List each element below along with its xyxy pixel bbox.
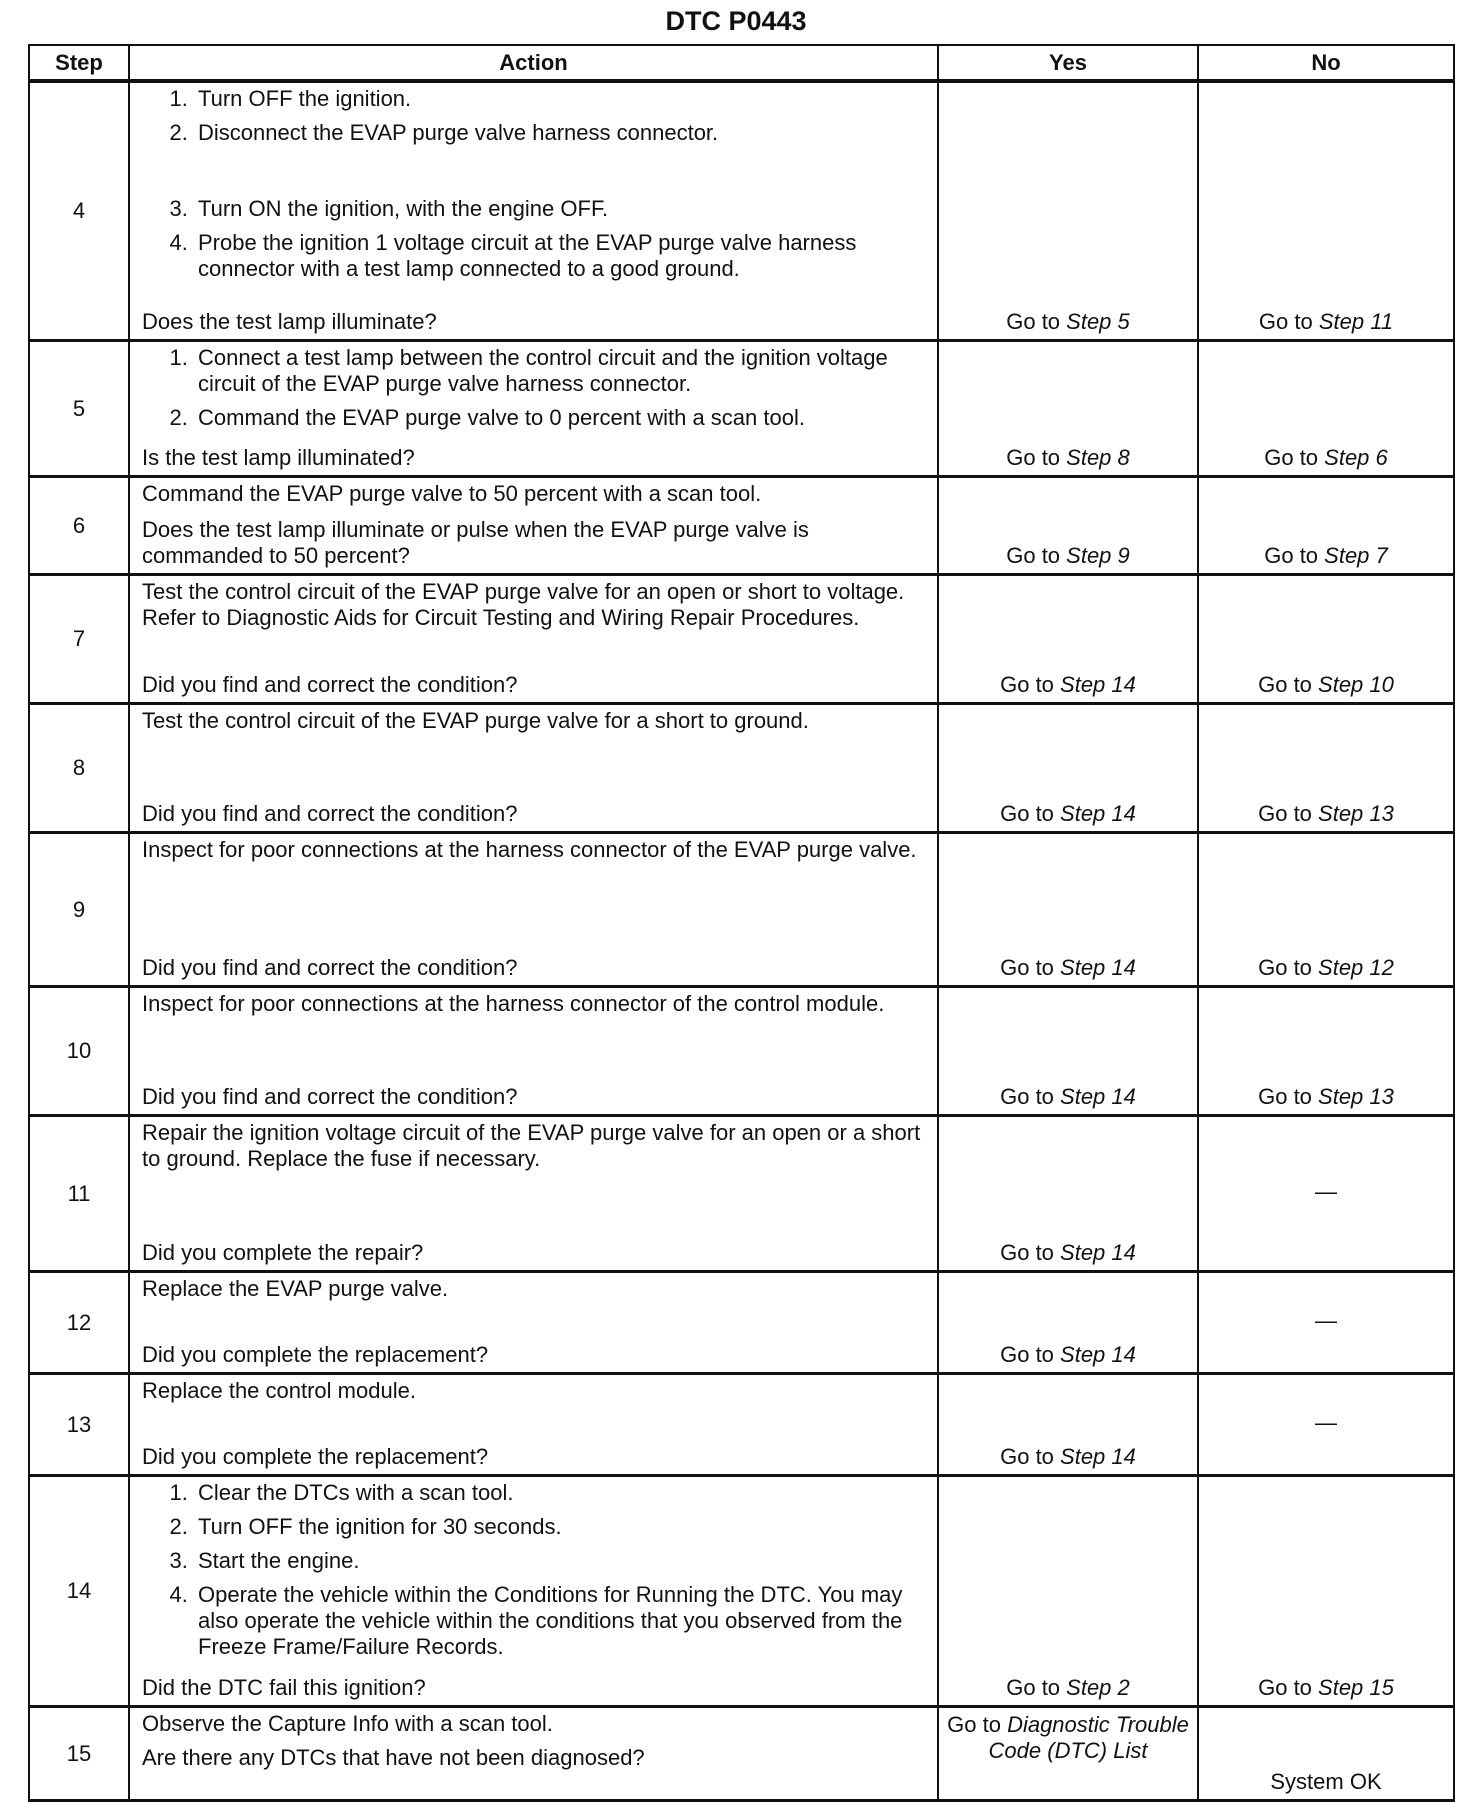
step-number: 10 (29, 987, 129, 1116)
no-step-link[interactable]: Step 11 (1318, 309, 1394, 334)
action-question: Did you find and correct the condition? (142, 955, 518, 980)
yes-step-link[interactable]: Step 14 (1060, 801, 1136, 826)
yes-step-link[interactable]: Step 9 (1066, 543, 1130, 568)
action-steps (142, 86, 923, 282)
header-row (29, 45, 1454, 81)
table-row (29, 1272, 1454, 1374)
action-question: Does the test lamp illuminate? (142, 309, 437, 334)
action-step-item: 3. Turn ON the ignition, with the engine OFF. (194, 196, 923, 222)
no-goto-text: Go to (1258, 1675, 1319, 1700)
yes-goto-text: Go to (1000, 1240, 1061, 1265)
no-cell (1198, 477, 1454, 575)
yes-goto-text: Go to (1006, 543, 1067, 568)
action-question: Is the test lamp illuminated? (142, 445, 415, 470)
no-step-link[interactable]: Step 13 (1318, 801, 1394, 826)
table-row (29, 833, 1454, 987)
action-cell (129, 575, 938, 704)
table-row (29, 704, 1454, 833)
yes-cell (938, 477, 1198, 575)
yes-goto-text: Go to (947, 1712, 1008, 1737)
action-text: Replace the control module. (142, 1378, 416, 1403)
no-cell (1198, 1374, 1454, 1476)
step-number: 11 (29, 1116, 129, 1272)
no-cell (1198, 833, 1454, 987)
no-dash: — (1315, 1307, 1337, 1333)
yes-step-link[interactable]: Step 14 (1060, 1444, 1136, 1469)
action-text: Observe the Capture Info with a scan tool. (142, 1711, 553, 1736)
no-goto-text: Go to (1258, 1084, 1319, 1109)
no-goto-text: Go to (1258, 309, 1319, 334)
header-action: Action (129, 45, 938, 81)
action-step-item: 2. Turn OFF the ignition for 30 seconds. (194, 1514, 923, 1540)
table-row (29, 1374, 1454, 1476)
diagnostic-table (28, 44, 1455, 1802)
table-row (29, 341, 1454, 477)
action-steps (142, 345, 923, 431)
action-question: Did you complete the repair? (142, 1240, 424, 1265)
action-question: Are there any DTCs that have not been diagnosed? (142, 1745, 645, 1770)
table-row (29, 477, 1454, 575)
action-question: Does the test lamp illuminate or pulse when the EVAP purge valve is commanded to 50 percent? (142, 517, 809, 568)
action-cell (129, 81, 938, 341)
no-step-link[interactable]: Step 15 (1318, 1675, 1394, 1700)
yes-cell (938, 987, 1198, 1116)
action-text: Repair the ignition voltage circuit of the EVAP purge valve for an open or a short to ground. Replace the fuse if necessary. (142, 1120, 921, 1171)
page-title: DTC P0443 (665, 6, 807, 36)
action-text: Inspect for poor connections at the harness connector of the EVAP purge valve. (142, 837, 917, 862)
yes-cell (938, 81, 1198, 341)
no-step-link[interactable]: Step 6 (1324, 445, 1388, 470)
action-cell (129, 1116, 938, 1272)
table-row (29, 81, 1454, 341)
no-cell (1198, 1116, 1454, 1272)
action-cell (129, 1272, 938, 1374)
action-step-item: 1. Connect a test lamp between the control circuit and the ignition voltage circuit of the EVAP purge valve harness connector. (194, 345, 923, 397)
yes-cell (938, 1272, 1198, 1374)
header-step: Step (29, 45, 129, 81)
step-number: 15 (29, 1707, 129, 1801)
yes-cell (938, 704, 1198, 833)
yes-cell (938, 1374, 1198, 1476)
step-number: 8 (29, 704, 129, 833)
table-row (29, 1116, 1454, 1272)
action-step-item: 4. Probe the ignition 1 voltage circuit at the EVAP purge valve harness connector with a test lamp connected to a good ground. (194, 230, 923, 282)
no-cell (1198, 341, 1454, 477)
no-cell (1198, 81, 1454, 341)
step-number: 5 (29, 341, 129, 477)
no-step-link[interactable]: Step 12 (1318, 955, 1394, 980)
no-step-link[interactable]: Step 7 (1324, 543, 1388, 568)
yes-cell (938, 833, 1198, 987)
no-goto-text: Go to (1258, 955, 1319, 980)
action-text: Inspect for poor connections at the harness connector of the control module. (142, 991, 885, 1016)
action-cell (129, 1476, 938, 1707)
yes-goto-text: Go to (1006, 309, 1067, 334)
yes-step-link[interactable]: Step 5 (1066, 309, 1130, 334)
no-cell (1198, 1476, 1454, 1707)
action-step-item: 3. Start the engine. (194, 1548, 923, 1574)
yes-cell (938, 1476, 1198, 1707)
step-number: 4 (29, 81, 129, 341)
no-goto-text: Go to (1264, 445, 1325, 470)
yes-goto-text: Go to (1000, 1084, 1061, 1109)
yes-cell (938, 341, 1198, 477)
action-cell (129, 833, 938, 987)
action-step-item: 2. Disconnect the EVAP purge valve harness connector. (194, 120, 923, 146)
action-step-item: 1. Clear the DTCs with a scan tool. (194, 1480, 923, 1506)
yes-cell (938, 1707, 1198, 1801)
yes-goto-text: Go to (1006, 445, 1067, 470)
no-dash: — (1315, 1409, 1337, 1435)
action-cell (129, 1374, 938, 1476)
action-question: Did you find and correct the condition? (142, 801, 518, 826)
step-number: 12 (29, 1272, 129, 1374)
action-step-item: 1. Turn OFF the ignition. (194, 86, 923, 112)
action-question: Did you find and correct the condition? (142, 672, 518, 697)
step-number: 14 (29, 1476, 129, 1707)
no-dash: — (1315, 1178, 1337, 1204)
yes-goto-text: Go to (1000, 801, 1061, 826)
step-number: 7 (29, 575, 129, 704)
no-goto-text: Go to (1258, 801, 1319, 826)
yes-step-link[interactable]: Step 14 (1060, 1342, 1136, 1367)
no-step-link[interactable]: Step 13 (1318, 1084, 1394, 1109)
action-cell (129, 987, 938, 1116)
yes-step-link[interactable]: Step 14 (1060, 672, 1136, 697)
yes-goto-text: Go to (1000, 1444, 1061, 1469)
action-text: Test the control circuit of the EVAP purge valve for a short to ground. (142, 708, 809, 733)
yes-cell (938, 1116, 1198, 1272)
header-no: No (1198, 45, 1454, 81)
action-text: Command the EVAP purge valve to 50 percent with a scan tool. (142, 481, 762, 506)
yes-goto-text: Go to (1000, 1342, 1061, 1367)
action-question: Did you find and correct the condition? (142, 1084, 518, 1109)
action-question: Did you complete the replacement? (142, 1444, 489, 1469)
yes-goto-text: Go to (1000, 672, 1061, 697)
action-text: Test the control circuit of the EVAP purge valve for an open or short to voltage. Refer to Diagnostic Aids for Circuit Testing and Wiring Repair Procedures. (142, 579, 905, 630)
table-row (29, 1707, 1454, 1801)
action-cell (129, 704, 938, 833)
no-cell (1198, 987, 1454, 1116)
header-yes: Yes (938, 45, 1198, 81)
action-cell (129, 1707, 938, 1801)
action-cell (129, 477, 938, 575)
no-cell (1198, 704, 1454, 833)
table-row (29, 1476, 1454, 1707)
yes-step-link[interactable]: Step 14 (1060, 1240, 1136, 1265)
action-step-item: 2. Command the EVAP purge valve to 0 percent with a scan tool. (194, 405, 923, 431)
table-row (29, 575, 1454, 704)
step-number: 6 (29, 477, 129, 575)
step-number: 9 (29, 833, 129, 987)
no-result: System OK (1270, 1769, 1382, 1794)
no-cell (1198, 575, 1454, 704)
yes-cell (938, 575, 1198, 704)
action-text: Replace the EVAP purge valve. (142, 1276, 449, 1301)
yes-goto-text: Go to (1006, 1675, 1067, 1700)
no-cell (1198, 1707, 1454, 1801)
step-number: 13 (29, 1374, 129, 1476)
yes-step-link[interactable]: Step 8 (1066, 445, 1130, 470)
no-cell (1198, 1272, 1454, 1374)
action-question: Did you complete the replacement? (142, 1342, 489, 1367)
yes-step-link[interactable]: Diagnostic Trouble Code (DTC) List (988, 1712, 1189, 1763)
table-row (29, 987, 1454, 1116)
no-goto-text: Go to (1258, 672, 1319, 697)
action-question: Did the DTC fail this ignition? (142, 1675, 426, 1700)
yes-step-link[interactable]: Step 14 (1060, 1084, 1136, 1109)
no-step-link[interactable]: Step 10 (1318, 672, 1394, 697)
action-steps (142, 1480, 923, 1660)
no-goto-text: Go to (1264, 543, 1325, 568)
yes-step-link[interactable]: Step 14 (1060, 955, 1136, 980)
yes-step-link[interactable]: Step 2 (1066, 1675, 1130, 1700)
action-step-item: 4. Operate the vehicle within the Conditions for Running the DTC. You may also operate the vehicle within the conditions that you observed from the Freeze Frame/Failure Records. (194, 1582, 923, 1660)
action-cell (129, 341, 938, 477)
yes-goto-text: Go to (1000, 955, 1061, 980)
